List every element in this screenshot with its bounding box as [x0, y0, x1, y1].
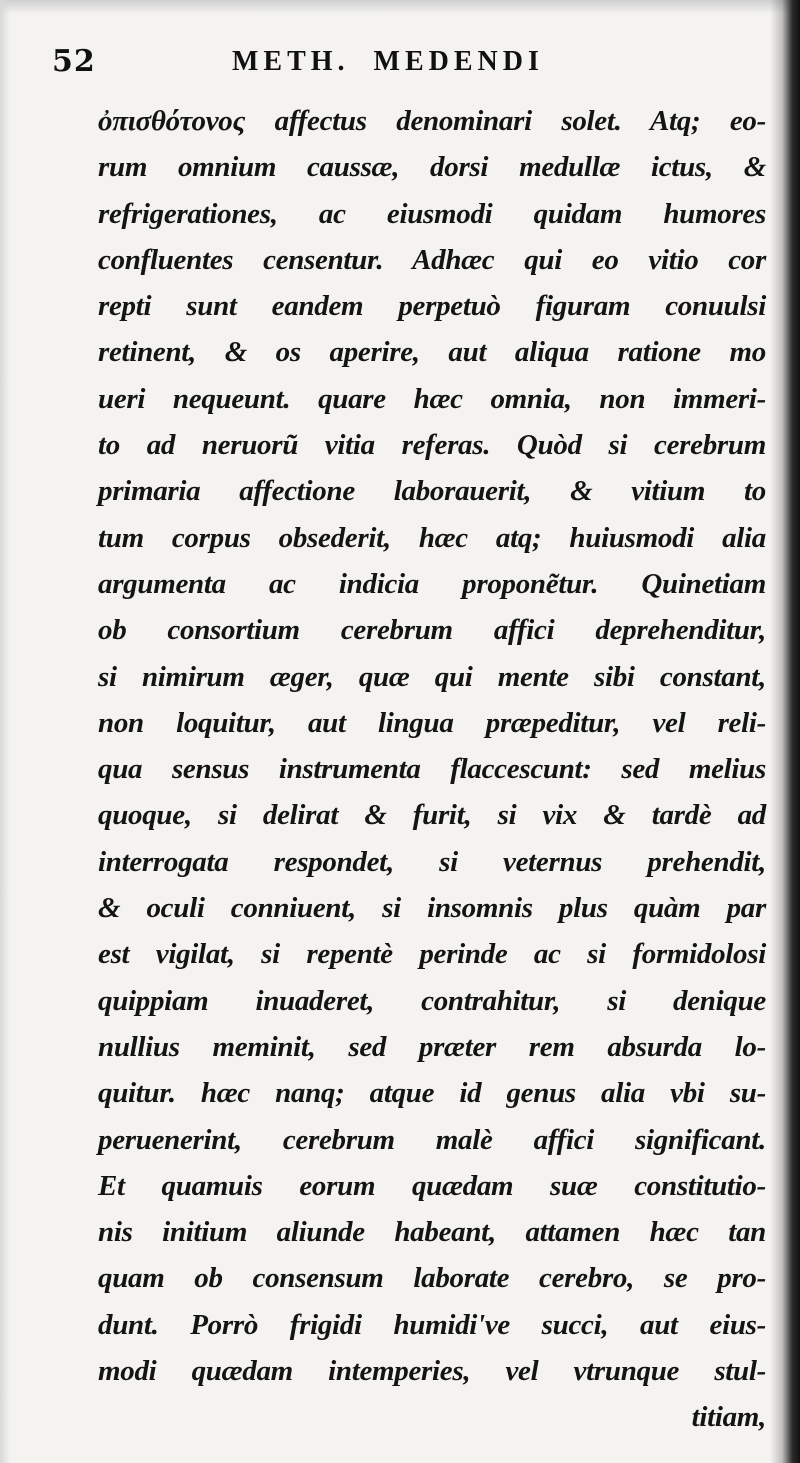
text-line: quam ob consensum laborate cerebro, se pro- [98, 1262, 766, 1295]
text-line: repti sunt eandem perpetuò figuram conuulsi [98, 290, 766, 323]
text-line: ob consortium cerebrum affici deprehenditur, [98, 614, 766, 647]
text-line: quitur. hæc nanq; atque id genus alia vbi su- [98, 1077, 766, 1110]
text-line: rum omnium caussæ, dorsi medullæ ictus, & [98, 151, 766, 184]
text-line: quoque, si delirat & furit, si vix & tardè ad [98, 799, 766, 832]
text-line: si nimirum æger, quæ qui mente sibi constant, [98, 660, 766, 693]
text-line: & oculi conniuent, si insomnis plus quàm par [98, 892, 766, 925]
text-line: tum corpus obsederit, hæc atq; huiusmodi alia [98, 521, 766, 554]
text-line: retinent, & os aperire, aut aliqua ratione mo [98, 336, 766, 369]
scan-left-shadow [0, 0, 10, 1463]
text-line: interrogata respondet, si veternus prehendit, [98, 845, 766, 878]
text-line: est vigilat, si repentè perinde ac si formidolosi [98, 938, 766, 971]
text-line: refrigerationes, ac eiusmodi quidam humores [98, 197, 766, 230]
text-line: nis initium aliunde habeant, attamen hæc tan [98, 1216, 766, 1249]
text-line: confluentes censentur. Adhæc qui eo vitio cor [98, 243, 766, 276]
page-number: 52 [52, 44, 96, 79]
text-line: dunt. Porrò frigidi humidi've succi, aut eius- [98, 1308, 766, 1341]
running-head: METH. MEDENDI [232, 46, 544, 77]
text-line: non loquitur, aut lingua præpeditur, vel reli- [98, 706, 766, 739]
text-line: ueri nequeunt. quare hæc omnia, non immeri- [98, 382, 766, 415]
text-line: ὀπισθότονος affectus denominari solet. Atq; eo- [98, 105, 766, 137]
scan-top-shadow [0, 0, 800, 14]
text-line: nullius meminit, sed præter rem absurda lo- [98, 1030, 766, 1063]
text-line: argumenta ac indicia proponẽtur. Quinetiam [98, 567, 766, 600]
text-line: Et quamuis eorum quædam suæ constitutio- [98, 1169, 766, 1202]
text-line: qua sensus instrumenta flaccescunt: sed melius [98, 753, 766, 786]
scan-spine-shadow [770, 0, 800, 1463]
catchword: titiam, [691, 1401, 766, 1434]
text-line: to ad neruorũ vitia referas. Quòd si cerebrum [98, 429, 766, 462]
body-text [98, 98, 766, 1441]
text-line: primaria affectione laborauerit, & vitium to [98, 475, 766, 508]
text-line: peruenerint, cerebrum malè affici significant. [98, 1123, 766, 1156]
text-line: modi quædam intemperies, vel vtrunque stul- [98, 1355, 766, 1388]
text-line: quippiam inuaderet, contrahitur, si denique [98, 984, 766, 1017]
